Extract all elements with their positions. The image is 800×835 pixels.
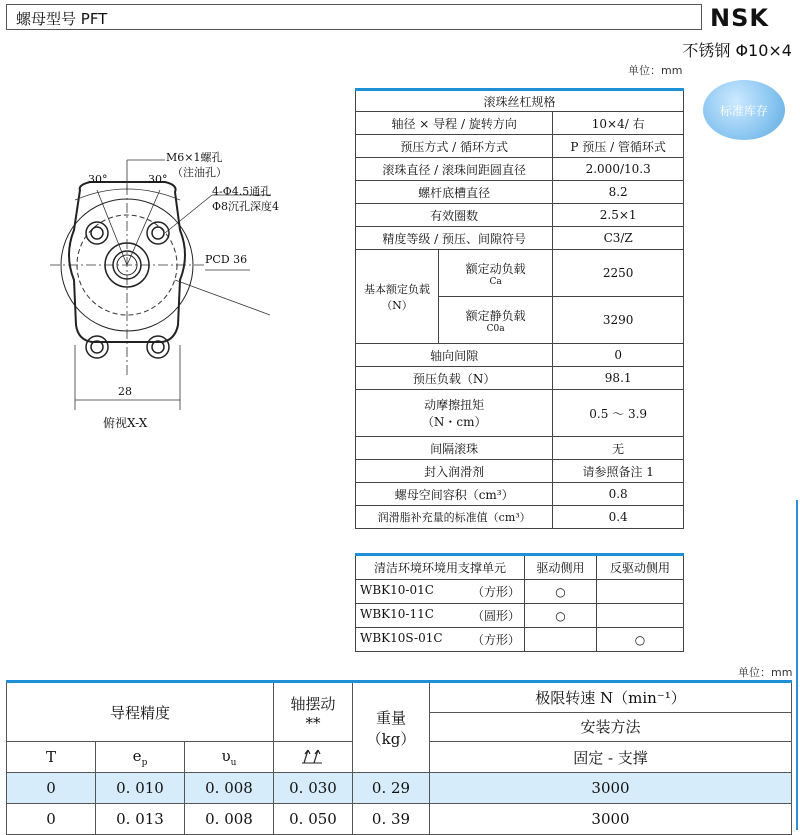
spec-label: 润滑脂补充量的标准值（cm³） [356, 506, 553, 529]
spec-label: 预压负载（N） [356, 367, 553, 390]
unit-label-top: 单位：mm [628, 64, 683, 77]
spec-label: 预压方式 / 循环方式 [356, 135, 553, 158]
spec-label: 螺母空间容积（cm³） [356, 483, 553, 506]
spec-value: 10×4/ 右 [553, 112, 684, 135]
support-header-reverse: 反驱动侧用 [596, 555, 683, 580]
table-row [7, 773, 792, 804]
spec-label: 精度等级 / 预压、间隙符号 [356, 227, 553, 250]
static-load-label: 额定静负载 [465, 308, 526, 323]
cell-T: 0 [7, 773, 96, 804]
table-row [356, 580, 684, 604]
page-title: 螺母型号 PFT [16, 10, 108, 28]
reverse-mark [596, 580, 683, 604]
drive-mark: ○ [525, 604, 597, 628]
cell-vu: 0. 008 [185, 804, 274, 835]
spec-value: 98.1 [553, 367, 684, 390]
view-caption: 俯视X-X [103, 416, 148, 430]
stock-badge: 标准库存 [703, 80, 785, 140]
col-ep-sub: p [141, 757, 148, 768]
spec-header: 滚珠丝杠规格 [356, 90, 684, 112]
angle-right-label: 30° [148, 173, 168, 186]
support-header-drive: 驱动侧用 [525, 555, 597, 580]
spec-value: 0.4 [553, 506, 684, 529]
support-shape: （方形） [471, 585, 520, 599]
weight-header [353, 682, 430, 773]
drive-mark: ○ [525, 580, 597, 604]
angle-left-label: 30° [88, 173, 108, 186]
spec-label: 滚珠直径 / 滚珠间距圆直径 [356, 158, 553, 181]
dynamic-load-label: 额定动负载 [465, 261, 526, 276]
col-vu [185, 742, 274, 773]
weight-unit: （kg） [366, 729, 416, 748]
oil-hole-label: （注油孔） [172, 166, 227, 179]
static-load-cell [439, 297, 553, 344]
cell-speed: 3000 [430, 804, 792, 835]
reverse-mark: ○ [596, 628, 683, 652]
spec-label: 轴径 × 导程 / 旋转方向 [356, 112, 553, 135]
cell-weight: 0. 39 [353, 804, 430, 835]
mounting-header: 安装方法 [430, 712, 792, 742]
through-hole-label: 4-Φ4.5通孔 [212, 185, 272, 198]
spec-value: 8.2 [553, 181, 684, 204]
dynamic-load-value: 2250 [553, 250, 684, 297]
load-group-unit: （N） [381, 298, 413, 312]
torque-label: 动摩擦扭矩 [424, 398, 485, 412]
support-model: WBK10-11C [360, 607, 434, 621]
mount-type: 固定 - 支撑 [430, 742, 792, 773]
spec-value: C3/Z [553, 227, 684, 250]
support-model-cell [356, 580, 525, 604]
cell-ep: 0. 010 [96, 773, 185, 804]
nut-drawing [0, 130, 340, 430]
dynamic-load-symbol: Ca [489, 276, 502, 287]
support-model-cell [356, 604, 525, 628]
spec-value: 0 [553, 344, 684, 367]
torque-value: 0.5 ～ 3.9 [553, 390, 684, 437]
load-group-cell [356, 250, 439, 344]
torque-cell [356, 390, 553, 437]
support-shape: （圆形） [471, 609, 520, 623]
load-group-label: 基本额定负载 [364, 282, 430, 296]
reverse-mark [596, 604, 683, 628]
table-row [356, 604, 684, 628]
spec-value: 2.5×1 [553, 204, 684, 227]
spec-value: 请参照备注 1 [553, 460, 684, 483]
performance-table [6, 680, 792, 835]
product-subtitle: 不锈钢 Φ10×4 [682, 41, 792, 60]
cell-vu: 0. 008 [185, 773, 274, 804]
cell-weight: 0. 29 [353, 773, 430, 804]
spec-value: 无 [553, 437, 684, 460]
weight-label: 重量 [375, 708, 406, 727]
support-model: WBK10-01C [360, 583, 434, 597]
static-load-value: 3290 [553, 297, 684, 344]
col-T: T [7, 742, 96, 773]
table-row [7, 804, 792, 835]
spec-label: 轴向间隙 [356, 344, 553, 367]
dynamic-load-cell [439, 250, 553, 297]
support-model: WBK10S-01C [360, 631, 443, 645]
col-vu-sub: u [230, 757, 237, 768]
lead-accuracy-header: 导程精度 [7, 682, 274, 742]
cell-runout: 0. 050 [274, 804, 353, 835]
spec-value: 0.8 [553, 483, 684, 506]
cell-T: 0 [7, 804, 96, 835]
support-unit-table [355, 553, 684, 652]
counterbore-label: Φ8沉孔深度4 [212, 200, 280, 213]
cell-speed: 3000 [430, 773, 792, 804]
torque-unit: （N・cm） [421, 415, 487, 429]
col-vu-symbol: υ [221, 746, 231, 765]
static-load-symbol: C0a [486, 323, 505, 334]
spec-table [355, 88, 684, 529]
spec-label: 封入润滑剂 [356, 460, 553, 483]
support-header-unit: 清洁环境环境用支撑单元 [356, 555, 525, 580]
width-dimension: 28 [118, 385, 132, 398]
runout-mark: ** [305, 713, 321, 732]
drive-mark [525, 628, 597, 652]
nsk-logo: NSK [710, 4, 769, 32]
cell-runout: 0. 030 [274, 773, 353, 804]
cell-ep: 0. 013 [96, 804, 185, 835]
support-shape: （方形） [471, 633, 520, 647]
support-model-cell [356, 628, 525, 652]
runout-arrow-icon [300, 745, 326, 765]
m6-label: M6×1螺孔 [166, 151, 223, 164]
spec-label: 间隔滚珠 [356, 437, 553, 460]
spec-value: 2.000/10.3 [553, 158, 684, 181]
runout-header [274, 682, 353, 742]
unit-label-bottom: 单位：mm [738, 666, 793, 679]
spec-label: 螺杆底槽直径 [356, 181, 553, 204]
pcd-label: PCD 36 [205, 253, 248, 266]
side-rule [796, 500, 798, 830]
table-row [356, 628, 684, 652]
runout-label: 轴摆动 [290, 694, 336, 713]
title-box [6, 4, 702, 30]
col-ep [96, 742, 185, 773]
col-ep-symbol: e [132, 746, 142, 765]
spec-value: P 预压 / 管循环式 [553, 135, 684, 158]
runout-symbol-cell [274, 742, 353, 773]
spec-label: 有效圈数 [356, 204, 553, 227]
speed-limit-header: 极限转速 N（min⁻¹） [430, 682, 792, 713]
